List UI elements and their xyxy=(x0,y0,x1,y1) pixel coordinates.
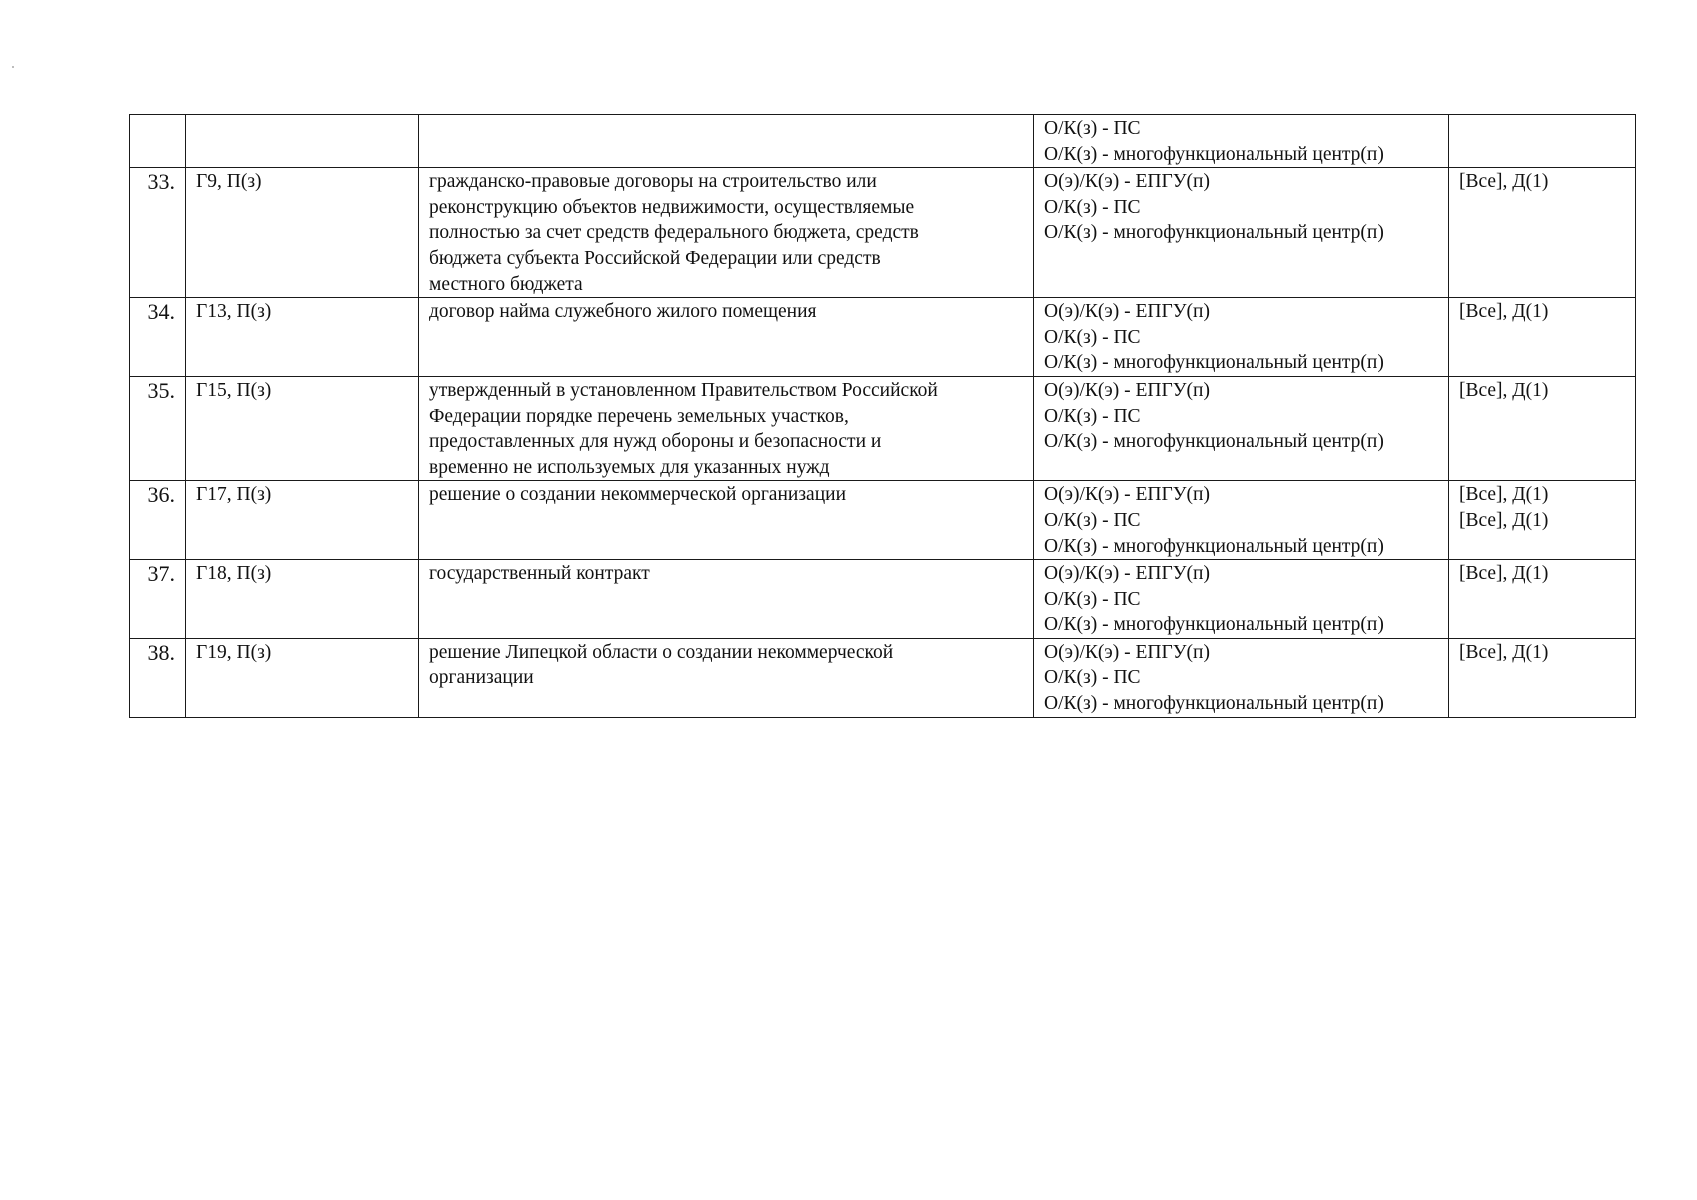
row-access xyxy=(1449,638,1636,717)
channel-line: О/К(з) - многофункциональный центр(п) xyxy=(1044,352,1384,374)
table-row xyxy=(130,376,1636,480)
row-document xyxy=(419,560,1034,639)
row-document xyxy=(419,376,1034,480)
document-line: договор найма служебного жилого помещения xyxy=(429,301,817,323)
channel-line: О/К(з) - многофункциональный центр(п) xyxy=(1044,614,1384,636)
document-line: предоставленных для нужд обороны и безопасности и xyxy=(429,431,882,453)
channel-line: О/К(з) - ПС xyxy=(1044,196,1141,218)
channel-line: О/К(з) - многофункциональный центр(п) xyxy=(1044,431,1384,453)
table-row xyxy=(130,298,1636,377)
channel-line: О(э)/К(э) - ЕПГУ(п) xyxy=(1044,484,1210,506)
document-line: государственный контракт xyxy=(429,563,650,585)
channel-line: О/К(з) - ПС xyxy=(1044,405,1141,427)
table-row xyxy=(130,481,1636,560)
row-number xyxy=(130,115,186,168)
row-document xyxy=(419,481,1034,560)
row-access xyxy=(1449,481,1636,560)
channel-line: О/К(з) - многофункциональный центр(п) xyxy=(1044,693,1384,715)
table-body xyxy=(130,115,1636,718)
row-channels xyxy=(1034,298,1449,377)
access-line: [Все], Д(1) xyxy=(1459,509,1549,531)
document-line: бюджета субъекта Российской Федерации или средств xyxy=(429,247,881,269)
row-document xyxy=(419,115,1034,168)
document-line: решение Липецкой области о создании некоммерческой xyxy=(429,641,894,663)
row-number: 38. xyxy=(130,638,186,717)
row-codes: Г15, П(з) xyxy=(186,376,419,480)
document-line: местного бюджета xyxy=(429,273,583,295)
scan-artifact-dot xyxy=(12,66,14,68)
channel-line: О/К(з) - ПС xyxy=(1044,509,1141,531)
table-row xyxy=(130,115,1636,168)
row-access xyxy=(1449,115,1636,168)
row-document xyxy=(419,168,1034,298)
channel-line: О(э)/К(э) - ЕПГУ(п) xyxy=(1044,171,1210,193)
document-line: утвержденный в установленном Правительством Российской xyxy=(429,379,938,401)
row-number: 37. xyxy=(130,560,186,639)
access-line: [Все], Д(1) xyxy=(1459,379,1549,401)
row-number: 35. xyxy=(130,376,186,480)
table-row xyxy=(130,168,1636,298)
document-line: полностью за счет средств федерального бюджета, средств xyxy=(429,222,919,244)
document-line: организации xyxy=(429,667,534,689)
row-access xyxy=(1449,560,1636,639)
channel-line: О(э)/К(э) - ЕПГУ(п) xyxy=(1044,563,1210,585)
document-line: временно не используемых для указанных нужд xyxy=(429,456,830,478)
row-codes: Г13, П(з) xyxy=(186,298,419,377)
document-line: Федерации порядке перечень земельных участков, xyxy=(429,405,849,427)
row-channels xyxy=(1034,638,1449,717)
channel-line: О(э)/К(э) - ЕПГУ(п) xyxy=(1044,301,1210,323)
access-line: [Все], Д(1) xyxy=(1459,641,1549,663)
channel-line: О/К(з) - ПС xyxy=(1044,118,1141,139)
row-access xyxy=(1449,298,1636,377)
row-codes: Г19, П(з) xyxy=(186,638,419,717)
row-codes: Г18, П(з) xyxy=(186,560,419,639)
channel-line: О/К(з) - многофункциональный центр(п) xyxy=(1044,535,1384,557)
channel-line: О/К(з) - ПС xyxy=(1044,588,1141,610)
row-channels xyxy=(1034,168,1449,298)
row-channels xyxy=(1034,115,1449,168)
access-line: [Все], Д(1) xyxy=(1459,301,1549,323)
channel-line: О/К(з) - ПС xyxy=(1044,667,1141,689)
document-line: решение о создании некоммерческой организации xyxy=(429,484,847,506)
row-channels xyxy=(1034,560,1449,639)
document-line: гражданско-правовые договоры на строительство или xyxy=(429,171,877,193)
channel-line: О(э)/К(э) - ЕПГУ(п) xyxy=(1044,379,1210,401)
row-codes xyxy=(186,115,419,168)
access-line: [Все], Д(1) xyxy=(1459,484,1549,506)
channel-line: О(э)/К(э) - ЕПГУ(п) xyxy=(1044,641,1210,663)
row-channels xyxy=(1034,481,1449,560)
table-row xyxy=(130,638,1636,717)
row-codes: Г9, П(з) xyxy=(186,168,419,298)
channel-line: О/К(з) - ПС xyxy=(1044,326,1141,348)
row-access xyxy=(1449,376,1636,480)
channel-line: О/К(з) - многофункциональный центр(п) xyxy=(1044,143,1384,165)
row-number: 33. xyxy=(130,168,186,298)
access-line: [Все], Д(1) xyxy=(1459,171,1549,193)
table-row xyxy=(130,560,1636,639)
row-number: 36. xyxy=(130,481,186,560)
channel-line: О/К(з) - многофункциональный центр(п) xyxy=(1044,222,1384,244)
access-line: [Все], Д(1) xyxy=(1459,563,1549,585)
row-document xyxy=(419,638,1034,717)
row-codes: Г17, П(з) xyxy=(186,481,419,560)
row-channels xyxy=(1034,376,1449,480)
document-line: реконструкцию объектов недвижимости, осуществляемые xyxy=(429,196,915,218)
row-number: 34. xyxy=(130,298,186,377)
row-document xyxy=(419,298,1034,377)
row-access xyxy=(1449,168,1636,298)
document-table xyxy=(129,114,1636,718)
